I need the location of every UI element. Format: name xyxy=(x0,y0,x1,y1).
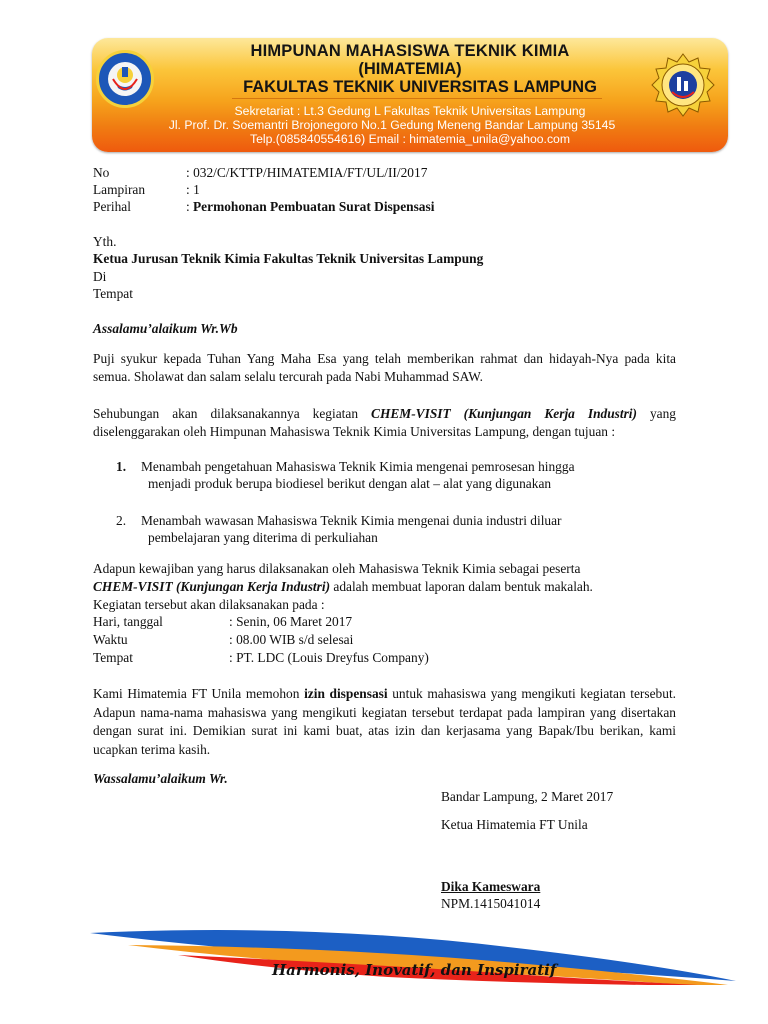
schedule-value-date: : Senin, 06 Maret 2017 xyxy=(229,614,353,629)
signer-npm: NPM.1415041014 xyxy=(441,896,541,911)
schedule-label-date: Hari, tanggal xyxy=(93,614,163,629)
number-value: : 032/C/KTTP/HIMATEMIA/FT/UL/II/2017 xyxy=(186,165,428,180)
closing-greeting: Wassalamu’alaikum Wr. xyxy=(93,771,228,786)
schedule-intro: Kegiatan tersebut akan dilaksanakan pada : xyxy=(93,597,325,612)
schedule-label-time: Waktu xyxy=(93,632,128,647)
university-emblem-icon xyxy=(99,53,151,105)
himatemia-emblem-icon xyxy=(650,52,716,118)
purpose-suffix: yang diselenggarakan oleh Himpunan Mahasiswa Teknik Kimia Universitas Lampung, dengan tujuan : xyxy=(93,406,677,439)
request-paragraph xyxy=(93,685,676,759)
org-acronym-line: (HIMATEMIA) xyxy=(358,60,462,78)
schedule-label-place: Tempat xyxy=(93,650,133,665)
recipient-name: Ketua Jurusan Teknik Kimia Fakultas Teknik Universitas Lampung xyxy=(93,251,484,266)
request-prefix: Kami Himatemia FT Unila memohon xyxy=(93,686,305,701)
subject-label: Perihal xyxy=(93,199,131,214)
org-name-line: HIMPUNAN MAHASISWA TEKNIK KIMIA xyxy=(250,42,570,60)
goal-text-continued: pembelajaran yang diterima di perkuliahan xyxy=(148,530,378,545)
obligation-line: Adapun kewajiban yang harus dilaksanakan oleh Mahasiswa Teknik Kimia sebagai peserta xyxy=(93,561,581,576)
goal-text-continued: menjadi produk berupa biodiesel berikut dengan alat – alat yang digunakan xyxy=(148,476,552,491)
faculty-line: FAKULTAS TEKNIK UNIVERSITAS LAMPUNG xyxy=(243,78,597,96)
contact-info: Telp.(085840554616) Email : himatemia_unila@yahoo.com xyxy=(250,132,570,146)
footer-slogan: Harmonis, Inovatif, dan Inspiratif xyxy=(272,961,557,979)
secretariat-address: Sekretariat : Lt.3 Gedung L Fakultas Teknik Universitas Lampung xyxy=(234,104,586,118)
opening-greeting: Assalamu’alaikum Wr.Wb xyxy=(93,321,238,336)
attachment-label: Lampiran xyxy=(93,182,146,197)
recipient-di: Di xyxy=(93,269,107,284)
place-date: Bandar Lampung, 2 Maret 2017 xyxy=(441,789,614,804)
letterhead-banner xyxy=(92,38,728,152)
schedule-value-place: : PT. LDC (Louis Dreyfus Company) xyxy=(229,650,429,665)
request-suffix: untuk mahasiswa yang mengikuti kegiatan tersebut. Adapun nama-nama mahasiswa yang mengikuti kegiatan tersebut terdapat pada lampiran yang disertakan dengan surat ini. Demikian surat ini kami buat, atas izin dan kerjasama yang Bapak/Ibu berikan, kami ucapkan terima kasih. xyxy=(93,686,677,757)
goal-text: Menambah wawasan Mahasiswa Teknik Kimia mengenai dunia industri diluar xyxy=(141,513,562,528)
header-divider xyxy=(232,98,602,99)
signer-name: Dika Kameswara xyxy=(441,879,541,894)
goal-number: 2. xyxy=(116,513,127,528)
obligation-line-2 xyxy=(93,579,593,595)
event-name: CHEM-VISIT (Kunjungan Kerja Industri) xyxy=(371,406,637,421)
signer-position: Ketua Himatemia FT Unila xyxy=(441,817,588,832)
obligation-text: adalah membuat laporan dalam bentuk makalah. xyxy=(330,579,593,594)
recipient-place: Tempat xyxy=(93,286,133,301)
subject-value: Permohonan Pembuatan Surat Dispensasi xyxy=(193,199,435,214)
number-label: No xyxy=(93,165,110,180)
request-emphasis: izin dispensasi xyxy=(304,686,388,701)
schedule-value-time: : 08.00 WIB s/d selesai xyxy=(229,632,354,647)
purpose-paragraph xyxy=(93,405,676,441)
university-logo xyxy=(96,50,154,108)
street-address: Jl. Prof. Dr. Soemantri Brojonegoro No.1 Gedung Meneng Bandar Lampung 35145 xyxy=(168,118,616,132)
event-name: CHEM-VISIT (Kunjungan Kerja Industri) xyxy=(93,579,331,594)
salutation-yth: Yth. xyxy=(93,234,117,249)
opening-paragraph: Puji syukur kepada Tuhan Yang Maha Esa yang telah memberikan rahmat dan hidayah-Nya pada kita semua. Sholawat dan salam selalu tercurah pada Nabi Muhammad SAW. xyxy=(93,351,676,384)
subject-colon: : xyxy=(186,199,190,214)
himatemia-logo xyxy=(650,52,716,118)
goal-text: Menambah pengetahuan Mahasiswa Teknik Kimia mengenai pemrosesan hingga xyxy=(141,459,575,474)
purpose-prefix: Sehubungan akan dilaksanakannya kegiatan xyxy=(93,406,372,421)
attachment-value: : 1 xyxy=(186,182,200,197)
goal-number: 1. xyxy=(116,459,127,474)
